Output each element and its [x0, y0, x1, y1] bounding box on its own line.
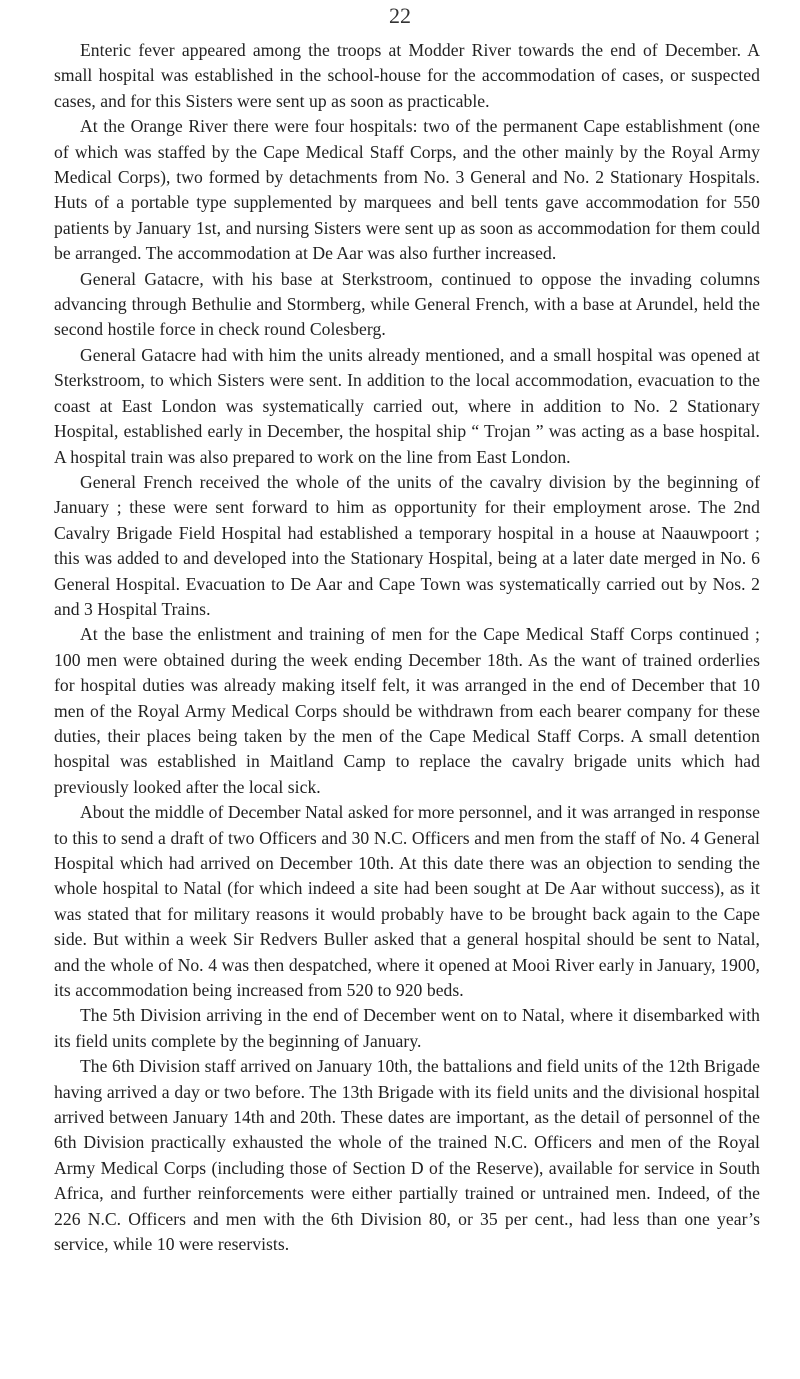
paragraph-5th-division: The 5th Division arriving in the end of December went on to Natal, where it disembarked with its field units complete by the beginning of January.	[54, 1005, 760, 1051]
paragraph-sterkstroom: General Gatacre had with him the units already mentioned, and a small hospital was opened at Sterkstroom, to which Sisters were sent. In addition to the local accommodation, evacuation to the coast at East London was systematically carried out, where in addition to No. 2 Stationary Hospital, established early in December, the hospital ship “ Trojan ” was acting as a base hospital. A hospital train was also prepared to work on the line from East London.	[54, 344, 760, 467]
paragraph-orange-river: At the Orange River there were four hospitals: two of the permanent Cape establishment (one of which was staffed by the Cape Medical Staff Corps, and the other mainly by the Royal Army Medical Corps), two formed by detachments from No. 3 General and No. 2 Stationary Hospitals. Huts of a portable type supplemented by marquees and bell tents gave accommodation for 550 patients by January 1st, and nursing Sisters were sent up as soon as accommodation for them could be arranged. The accommodation at De Aar was also further increased.	[54, 116, 760, 264]
body-text	[54, 38, 760, 1258]
paragraph-enteric-fever: Enteric fever appeared among the troops at Modder River towards the end of December. A small hospital was established in the school-house for the accommodation of cases, or suspected cases, and for this Sisters were sent up as soon as practicable.	[54, 40, 760, 111]
paragraph-6th-division: The 6th Division staff arrived on January 10th, the battalions and field units of the 12th Brigade having arrived a day or two before. The 13th Brigade with its field units and the divisional hospital arrived between January 14th and 20th. These dates are important, as the detail of personnel of the 6th Division practically exhausted the whole of the trained N.C. Officers and men of the Royal Army Medical Corps (including those of Section D of the Reserve), available for service in South Africa, and further reinforcements were either partially trained or untrained men. Indeed, of the 226 N.C. Officers and men with the 6th Division 80, or 35 per cent., had less than one year’s service, while 10 were reservists.	[54, 1056, 760, 1255]
page-number: 22	[389, 3, 411, 28]
paragraph-cavalry-division: General French received the whole of the units of the cavalry division by the beginning of January ; these were sent forward to him as opportunity for their employment arose. The 2nd Cavalry Brigade Field Hospital had established a temporary hospital in a house at Naauwpoort ; this was added to and developed into the Stationary Hospital, being at a later date merged in No. 6 General Hospital. Evacuation to De Aar and Cape Town was systematically carried out by Nos. 2 and 3 Hospital Trains.	[54, 471, 760, 619]
paragraph-gatacre-french: General Gatacre, with his base at Sterkstroom, continued to oppose the invading columns advancing through Bethulie and Stormberg, while General French, with a base at Arundel, held the second hostile force in check round Colesberg.	[54, 268, 760, 340]
paragraph-natal-personnel: About the middle of December Natal asked for more personnel, and it was arranged in response to this to send a draft of two Officers and 30 N.C. Officers and men from the staff of No. 4 General Hospital which had arrived on December 10th. At this date there was an objection to sending the whole hospital to Natal (for which indeed a site had been sought at De Aar without success), as it was stated that for military reasons it would probably have to be brought back again to the Cape side. But within a week Sir Redvers Buller asked that a general hospital should be sent to Natal, and the whole of No. 4 was then despatched, where it opened at Mooi River early in January, 1900, its accommodation being increased from 520 to 920 beds.	[54, 802, 760, 1001]
paragraph-base-enlistment: At the base the enlistment and training of men for the Cape Medical Staff Corps continued ; 100 men were obtained during the week ending December 18th. As the want of trained orderlies for hospital duties was already making itself felt, it was arranged in the end of December that 10 men of the Royal Army Medical Corps should be withdrawn from each bearer company for these duties, their places being taken by the men of the Cape Medical Staff Corps. A small detention hospital was established in Maitland Camp to replace the cavalry brigade units which had previously looked after the local sick.	[54, 624, 760, 797]
